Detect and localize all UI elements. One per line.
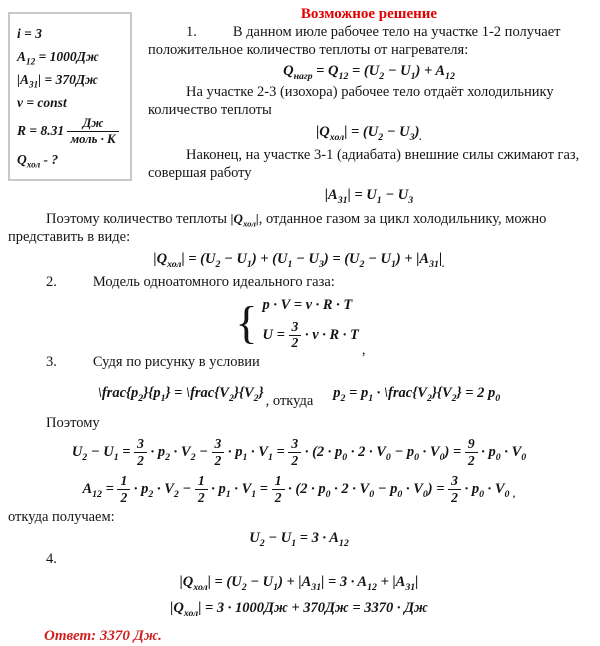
- hence-paragraph: Поэтому: [46, 415, 100, 432]
- formula-final-numeric: $|Q_{хол}| = 3 \cdot 1000Дж + 370Дж = 3370$ · Дж: [170, 599, 428, 619]
- given-line: $|A_{31}| = 370Дж$: [17, 72, 98, 90]
- step2-paragraph: [8, 274, 590, 292]
- answer-text: Ответ: 3370 Дж.: [44, 627, 162, 644]
- given-data-box: [8, 12, 132, 181]
- step-number: 2.: [46, 274, 57, 290]
- given-line: $A_{12} = 1000Дж$: [17, 49, 99, 67]
- formula-du-3a12: $U_2 - U_1 = 3 \cdot A_{12}$: [249, 530, 349, 550]
- therefore-post: , отданное газом за цикл холодильнику, можно представить в виде:: [8, 211, 547, 245]
- inline-qcold-math: $|Q_{хол}|$: [230, 211, 259, 229]
- system-comma: ,: [361, 341, 366, 358]
- formula-a31: $|A_{31}| = U_1 - U_3$: [324, 187, 414, 206]
- formula-delta-u: $U_2 - U_1$ = $\frac{3}{2}$ · $p_2 \cdot V_2$ − $\frac{3}{2}$ · $p_1 \cdot V_1$ = $\frac{3}{2}$ · $(2 \cdot p_0 \cdot 2 \cdot V_0 - p_0 \cdot V_0)$ = $\frac{9}{2}$ · $p_0 \cdot V_0$: [71, 435, 527, 468]
- ratio-left: $\backslash frac\{p_2\}\{p_1\}$ = $\backslash frac\{V_2\}\{V_2\}$: [97, 385, 264, 405]
- isochore-paragraph: На участке 2-3 (изохора) рабочее тело отдаёт холодильнику количество теплоты: [148, 84, 554, 118]
- step3-paragraph: [8, 354, 590, 372]
- step-number: 3.: [46, 353, 57, 370]
- step-number: 1.: [186, 24, 197, 40]
- given-line: i = 3: [17, 26, 42, 41]
- given-line: $Q_{хол}$ - ?: [17, 152, 59, 170]
- therefore-pre: Поэтому количество теплоты: [46, 211, 231, 227]
- formula-final-symbolic: $|Q_{хол}| = (U_2 - U_1) + |A_{31}| = 3 \cdot A_{12} + |A_{31}|$: [179, 573, 419, 593]
- step2-text: Модель одноатомного идеального газа:: [92, 274, 335, 290]
- formula-cold-heat: $|Q_{хол}| = (U_2 - U_3)_.$: [316, 124, 422, 143]
- therefore-paragraph: [8, 210, 590, 246]
- given-line: R = 8.31 $\frac{Дж}{\text{моль · К}}$: [17, 114, 123, 148]
- ratio-connector: , откуда: [265, 393, 314, 410]
- formula-gas-system: [8, 295, 590, 358]
- formula-pressure-ratio: [8, 374, 590, 412]
- step3-text: Судя по рисунку в условии: [92, 353, 260, 370]
- formula-heater-heat: $Q_{нагр} = Q_{12} = (U_2 - U_1) + A_{12}$: [283, 63, 455, 82]
- formula-a12: $A_{12}$ = $\frac{1}{2}$ · $p_2 \cdot V_2$ − $\frac{1}{2}$ · $p_1 \cdot V_1$ = $\frac{1}{2}$ · $(2 \cdot p_0 \cdot 2 \cdot V_0 - p_0 \cdot V_0)$ = $\frac{3}{2}$ · $p_0 \cdot V_0$ $_,$: [82, 472, 516, 505]
- formula-qcold-sum: $|Q_{хол}| = (U_2 - U_1) + (U_1 - U_3) = (U_2 - U_1) + |A_{31}|_.$: [153, 251, 445, 270]
- system-line-2: U = $\frac{3}{2}$ · ν · R · T: [262, 318, 359, 351]
- adiabat-paragraph: Наконец, на участке 3-1 (адиабата) внешние силы сжимают газ, совершая работу: [148, 147, 580, 181]
- whence-paragraph: откуда получаем:: [8, 508, 115, 525]
- system-line-1: p · V = ν · R · T: [262, 296, 353, 313]
- page-title: Возможное решение: [300, 6, 438, 22]
- step4-paragraph: [8, 551, 590, 569]
- system-lines: [263, 295, 359, 351]
- ratio-right: $p_2 = p_1$ · $\backslash frac\{V_2\}\{V_2\} = 2$ $p_0$: [333, 385, 501, 405]
- step1-text: В данном июле рабочее тело на участке 1-2 получает положительное количество теплоты от нагревателя:: [148, 24, 561, 58]
- system-brace: {: [235, 296, 258, 348]
- equation-system: [235, 295, 358, 351]
- given-line: ν = const: [17, 95, 67, 110]
- step-number: 4.: [46, 551, 57, 568]
